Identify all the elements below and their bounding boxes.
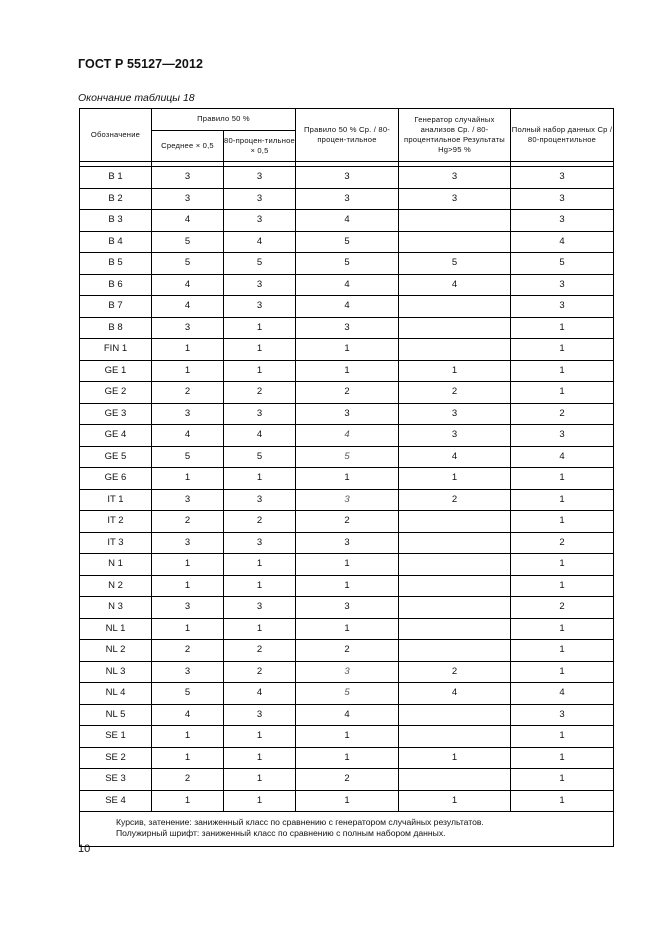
cell-value: 4 xyxy=(296,296,399,318)
cell-value: 2 xyxy=(296,382,399,404)
cell-designation: FIN 1 xyxy=(80,339,152,361)
table-row xyxy=(80,640,614,662)
table-row xyxy=(80,790,614,812)
cell-value: 3 xyxy=(511,704,614,726)
cell-value: 2 xyxy=(224,511,296,533)
cell-designation: N 2 xyxy=(80,575,152,597)
cell-designation: B 3 xyxy=(80,210,152,232)
cell-value: 3 xyxy=(511,188,614,210)
cell-value: 4 xyxy=(152,296,224,318)
cell-value: 4 xyxy=(399,446,511,468)
cell-value xyxy=(399,640,511,662)
cell-value xyxy=(399,296,511,318)
cell-value: 1 xyxy=(511,382,614,404)
table-row xyxy=(80,188,614,210)
cell-designation: GE 6 xyxy=(80,468,152,490)
cell-value xyxy=(399,618,511,640)
table-caption: Окончание таблицы 18 xyxy=(78,92,195,104)
cell-value: 3 xyxy=(152,167,224,189)
cell-value: 1 xyxy=(296,747,399,769)
table-row xyxy=(80,489,614,511)
cell-value: 1 xyxy=(399,468,511,490)
cell-value: 4 xyxy=(224,425,296,447)
table-row xyxy=(80,661,614,683)
table-row xyxy=(80,317,614,339)
cell-designation: B 6 xyxy=(80,274,152,296)
cell-value: 1 xyxy=(224,468,296,490)
cell-value: 4 xyxy=(224,683,296,705)
cell-designation: IT 1 xyxy=(80,489,152,511)
cell-value: 3 xyxy=(399,425,511,447)
cell-value: 4 xyxy=(296,704,399,726)
header-designation: Обозначение xyxy=(80,109,152,162)
cell-value: 3 xyxy=(296,597,399,619)
cell-value: 1 xyxy=(296,726,399,748)
cell-designation: B 5 xyxy=(80,253,152,275)
table-row xyxy=(80,403,614,425)
cell-value: 2 xyxy=(511,403,614,425)
cell-value: 1 xyxy=(152,575,224,597)
cell-value xyxy=(399,704,511,726)
cell-value xyxy=(399,210,511,232)
cell-value: 3 xyxy=(152,489,224,511)
cell-value: 5 xyxy=(296,253,399,275)
cell-designation: IT 3 xyxy=(80,532,152,554)
cell-value: 1 xyxy=(511,468,614,490)
cell-value: 3 xyxy=(152,661,224,683)
cell-value: 3 xyxy=(152,188,224,210)
cell-value: 3 xyxy=(511,210,614,232)
cell-value: 3 xyxy=(224,274,296,296)
cell-value: 1 xyxy=(296,554,399,576)
cell-value: 1 xyxy=(511,661,614,683)
cell-value: 3 xyxy=(224,188,296,210)
cell-value xyxy=(399,317,511,339)
cell-value: 3 xyxy=(224,403,296,425)
table-row xyxy=(80,575,614,597)
cell-value: 1 xyxy=(399,790,511,812)
cell-value: 4 xyxy=(511,446,614,468)
cell-value: 1 xyxy=(511,726,614,748)
cell-designation: GE 2 xyxy=(80,382,152,404)
cell-value: 1 xyxy=(296,468,399,490)
cell-designation: IT 2 xyxy=(80,511,152,533)
cell-value: 1 xyxy=(224,769,296,791)
table-row xyxy=(80,360,614,382)
cell-value: 3 xyxy=(152,403,224,425)
cell-value: 1 xyxy=(224,726,296,748)
cell-value: 1 xyxy=(511,769,614,791)
table-row xyxy=(80,704,614,726)
cell-value: 3 xyxy=(296,188,399,210)
cell-designation: GE 5 xyxy=(80,446,152,468)
cell-value: 3 xyxy=(296,167,399,189)
table-row xyxy=(80,532,614,554)
cell-value: 2 xyxy=(224,640,296,662)
table-row xyxy=(80,597,614,619)
cell-value: 5 xyxy=(399,253,511,275)
cell-value xyxy=(399,511,511,533)
cell-value: 3 xyxy=(224,489,296,511)
cell-value: 2 xyxy=(511,532,614,554)
cell-value: 2 xyxy=(152,511,224,533)
cell-designation: NL 1 xyxy=(80,618,152,640)
cell-value: 5 xyxy=(511,253,614,275)
table-row xyxy=(80,296,614,318)
cell-value: 3 xyxy=(152,317,224,339)
cell-value: 1 xyxy=(296,360,399,382)
table-row xyxy=(80,511,614,533)
cell-value: 5 xyxy=(296,446,399,468)
cell-value xyxy=(399,769,511,791)
cell-value: 2 xyxy=(399,382,511,404)
cell-value: 3 xyxy=(224,704,296,726)
table-row xyxy=(80,339,614,361)
cell-value: 1 xyxy=(296,339,399,361)
cell-value: 5 xyxy=(152,446,224,468)
table-notes xyxy=(80,812,614,847)
cell-value: 3 xyxy=(296,489,399,511)
table-row xyxy=(80,167,614,189)
cell-value: 1 xyxy=(511,489,614,511)
cell-designation: SE 1 xyxy=(80,726,152,748)
cell-value: 1 xyxy=(224,575,296,597)
table-row xyxy=(80,446,614,468)
header-full-set: Полный набор данных Ср / 80-процентильное xyxy=(511,109,614,162)
cell-value: 1 xyxy=(511,511,614,533)
table-row xyxy=(80,210,614,232)
cell-value: 2 xyxy=(511,597,614,619)
cell-value xyxy=(399,575,511,597)
cell-designation: B 2 xyxy=(80,188,152,210)
cell-value: 1 xyxy=(296,790,399,812)
cell-value: 4 xyxy=(296,210,399,232)
cell-designation: B 8 xyxy=(80,317,152,339)
cell-designation: N 1 xyxy=(80,554,152,576)
cell-value: 1 xyxy=(511,575,614,597)
cell-value: 4 xyxy=(296,274,399,296)
cell-value: 5 xyxy=(152,683,224,705)
cell-value: 3 xyxy=(296,403,399,425)
cell-value: 1 xyxy=(152,726,224,748)
cell-value: 1 xyxy=(152,360,224,382)
cell-value: 3 xyxy=(224,167,296,189)
cell-value: 4 xyxy=(511,231,614,253)
cell-value: 2 xyxy=(152,769,224,791)
cell-value: 2 xyxy=(296,640,399,662)
cell-value: 2 xyxy=(152,640,224,662)
cell-value: 3 xyxy=(296,661,399,683)
cell-value: 3 xyxy=(511,425,614,447)
cell-value: 3 xyxy=(296,532,399,554)
cell-value: 2 xyxy=(224,382,296,404)
header-mean: Среднее × 0,5 xyxy=(152,131,224,162)
cell-value: 3 xyxy=(511,296,614,318)
cell-value xyxy=(399,231,511,253)
cell-value: 1 xyxy=(224,317,296,339)
header-rule-50-ratio: Правило 50 % Ср. / 80-процен-тильное xyxy=(296,109,399,162)
cell-value: 1 xyxy=(152,618,224,640)
table-row xyxy=(80,382,614,404)
header-random-generator: Генератор случайных анализов Ср. / 80-процентильное Результаты Hg>95 % xyxy=(399,109,511,162)
cell-value: 3 xyxy=(399,167,511,189)
cell-value: 1 xyxy=(224,554,296,576)
cell-value: 1 xyxy=(224,790,296,812)
table-row xyxy=(80,747,614,769)
cell-value: 4 xyxy=(152,425,224,447)
cell-value: 5 xyxy=(296,683,399,705)
cell-value: 2 xyxy=(399,489,511,511)
cell-value: 4 xyxy=(152,210,224,232)
cell-value: 1 xyxy=(296,575,399,597)
cell-value: 1 xyxy=(152,790,224,812)
cell-value: 2 xyxy=(224,661,296,683)
cell-value: 3 xyxy=(511,167,614,189)
table-row xyxy=(80,468,614,490)
cell-value: 3 xyxy=(399,403,511,425)
table-row xyxy=(80,683,614,705)
cell-value: 1 xyxy=(399,360,511,382)
table-row xyxy=(80,769,614,791)
cell-value: 4 xyxy=(152,274,224,296)
cell-designation: GE 1 xyxy=(80,360,152,382)
cell-value xyxy=(399,554,511,576)
cell-value: 2 xyxy=(399,661,511,683)
cell-value: 4 xyxy=(399,683,511,705)
cell-value: 4 xyxy=(511,683,614,705)
cell-value: 5 xyxy=(224,446,296,468)
table-row xyxy=(80,231,614,253)
cell-value xyxy=(399,726,511,748)
cell-value: 1 xyxy=(224,339,296,361)
table-row xyxy=(80,253,614,275)
cell-designation: GE 4 xyxy=(80,425,152,447)
cell-value: 1 xyxy=(152,747,224,769)
table-row xyxy=(80,554,614,576)
cell-value: 2 xyxy=(296,769,399,791)
cell-value: 1 xyxy=(224,618,296,640)
cell-value: 1 xyxy=(511,747,614,769)
cell-value: 2 xyxy=(152,382,224,404)
cell-value: 4 xyxy=(224,231,296,253)
cell-value: 1 xyxy=(152,468,224,490)
note-bold: Полужирный шрифт: заниженный класс по сравнению с полным набором данных. xyxy=(116,827,446,838)
cell-value: 3 xyxy=(152,532,224,554)
cell-value: 3 xyxy=(152,597,224,619)
cell-value xyxy=(399,339,511,361)
cell-value: 1 xyxy=(511,554,614,576)
table-row xyxy=(80,425,614,447)
cell-value xyxy=(399,532,511,554)
table-row xyxy=(80,618,614,640)
cell-value: 1 xyxy=(511,339,614,361)
cell-value: 4 xyxy=(152,704,224,726)
cell-value: 3 xyxy=(511,274,614,296)
cell-value: 1 xyxy=(511,618,614,640)
cell-designation: B 4 xyxy=(80,231,152,253)
cell-designation: SE 4 xyxy=(80,790,152,812)
cell-value: 3 xyxy=(224,296,296,318)
cell-value: 1 xyxy=(399,747,511,769)
cell-designation: GE 3 xyxy=(80,403,152,425)
cell-value: 5 xyxy=(224,253,296,275)
cell-designation: B 7 xyxy=(80,296,152,318)
cell-value: 1 xyxy=(224,360,296,382)
cell-designation: NL 4 xyxy=(80,683,152,705)
cell-value xyxy=(399,597,511,619)
cell-designation: NL 2 xyxy=(80,640,152,662)
cell-designation: N 3 xyxy=(80,597,152,619)
cell-value: 4 xyxy=(296,425,399,447)
cell-value: 3 xyxy=(224,210,296,232)
table-row xyxy=(80,726,614,748)
cell-value: 1 xyxy=(511,640,614,662)
table-row xyxy=(80,274,614,296)
cell-value: 1 xyxy=(511,317,614,339)
page-number: 10 xyxy=(78,843,91,855)
cell-value: 1 xyxy=(296,618,399,640)
cell-value: 1 xyxy=(224,747,296,769)
cell-value: 3 xyxy=(224,532,296,554)
cell-value: 1 xyxy=(152,339,224,361)
cell-designation: B 1 xyxy=(80,167,152,189)
cell-value: 3 xyxy=(296,317,399,339)
data-table xyxy=(79,108,614,847)
note-italic: Курсив, затенение: заниженный класс по сравнению с генератором случайных результатов. xyxy=(116,817,484,827)
cell-value: 3 xyxy=(224,597,296,619)
cell-value: 5 xyxy=(152,253,224,275)
cell-value: 1 xyxy=(152,554,224,576)
cell-value: 4 xyxy=(399,274,511,296)
cell-value: 3 xyxy=(399,188,511,210)
header-80-percentile: 80-процен-тильное × 0,5 xyxy=(224,131,296,162)
cell-designation: NL 5 xyxy=(80,704,152,726)
cell-value: 5 xyxy=(152,231,224,253)
cell-value: 5 xyxy=(296,231,399,253)
cell-value: 1 xyxy=(511,790,614,812)
cell-value: 1 xyxy=(511,360,614,382)
header-rule-50: Правило 50 % xyxy=(152,109,296,131)
cell-designation: SE 2 xyxy=(80,747,152,769)
cell-designation: SE 3 xyxy=(80,769,152,791)
cell-designation: NL 3 xyxy=(80,661,152,683)
cell-value: 2 xyxy=(296,511,399,533)
document-title: ГОСТ Р 55127—2012 xyxy=(78,57,204,71)
